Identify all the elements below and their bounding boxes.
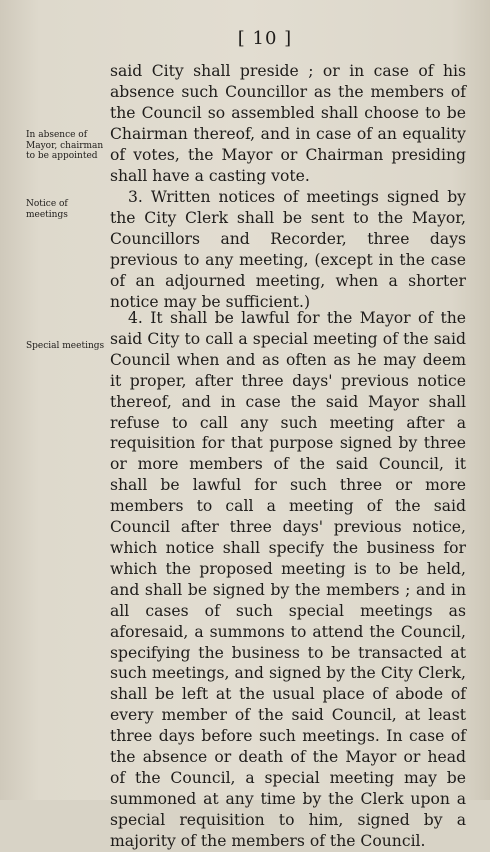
paragraph-section-4 (110, 308, 466, 852)
page-number: [ 10 ] (237, 28, 293, 49)
paragraph-text: 3. Written notices of meetings signed by the City Clerk shall be sent to the Mayor, Councillors and Recorder, three days previous to any meeting, (except in the case of an adjourned meeting, when a shorter notice may be sufficient.) (110, 188, 466, 311)
paragraph-continuation (110, 61, 466, 186)
margin-note-mayor-absence: In absence of Mayor, chairman to be appointed (26, 130, 104, 161)
paragraph-text: 4. It shall be lawful for the Mayor of the said City to call a special meeting of the said Council when and as often as he may deem it proper, after three days' previous notice thereof, and in case the said Mayor shall refuse to call any such meeting after a requisition for that purpose signed by three or more members of the said Council, it shall be lawful for such three or more members to call a meeting of the said Council after three days' previous notice, which notice shall specify the business for which the proposed meeting is to be held, and shall be signed by the members ; and in all cases of such special meetings as aforesaid, a summons to attend the Council, specifying the business to be transacted at such meetings, and signed by the City Clerk, shall be left at the usual place of abode of every member of the said Council, at least three days before such meetings. In case of the absence or death of the Mayor or head of the Council, a special meeting may be summoned at any time by the Clerk upon a special requisition to him, signed by a majority of the members of the Council. (110, 309, 466, 850)
paragraph-section-3 (110, 187, 466, 312)
margin-note-special-meetings: Special meetings (26, 341, 105, 351)
paragraph-text: said City shall preside ; or in case of his absence such Councillor as the members of the Council so assembled shall choose to be Chairman thereof, and in case of an equality of votes, the Mayor or Chairman presiding shall have a casting vote. (110, 62, 466, 185)
margin-note-notice-of-meetings: Notice of meetings (26, 199, 68, 220)
